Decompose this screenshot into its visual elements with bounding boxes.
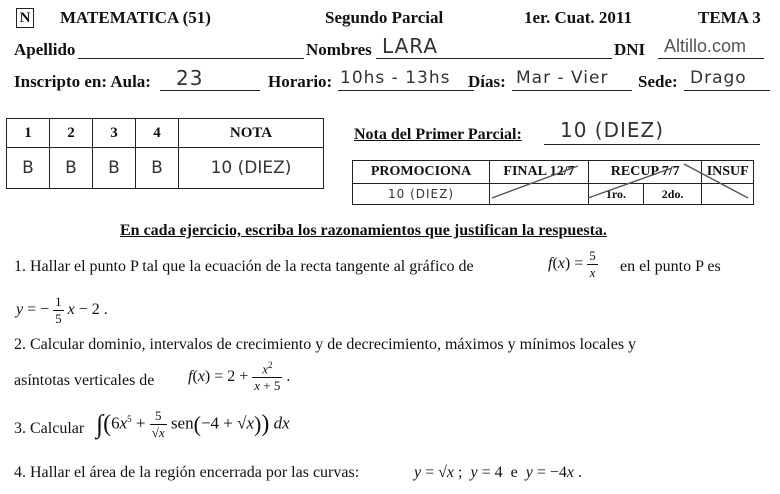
grade-value-3: B (93, 148, 136, 189)
aula-label: Inscripto en: Aula: (14, 72, 151, 91)
q1-text-end: en el punto P es (620, 258, 721, 275)
q2-function: f(x) = 2 + $\frac{x^2}{x + 5}$ . (188, 360, 291, 394)
q3-number: 3. (14, 420, 26, 437)
nombres-label: Nombres (306, 40, 372, 59)
q2-text-line2: asíntotas verticales de (14, 372, 155, 389)
q3-text: Calcular (30, 420, 85, 437)
grade-value-2: B (50, 148, 93, 189)
q1-function: f(x) = $\frac{5}{x}$ (548, 248, 596, 280)
q3-integral: $\int(6x^5$ + $\frac{5}{√x}$ sen(−4 + √x)) dx (96, 408, 290, 440)
first-partial-label: Nota del Primer Parcial: (354, 126, 522, 143)
dni-value: Altillo.com (664, 36, 747, 56)
horario-value: 10hs - 13hs (340, 68, 451, 88)
sede-label: Sede: (638, 72, 678, 91)
dni-label: DNI (614, 40, 646, 59)
question-4 (14, 464, 359, 482)
sede-value: Drago (690, 68, 747, 88)
horario-line (338, 90, 474, 91)
grade-value-nota: 10 (DIEZ) (179, 148, 324, 189)
aula-line (160, 90, 260, 91)
exam-theme: TEMA 3 (698, 8, 761, 27)
q4-curves: y = √x ; y = 4 e y = −4x . (414, 464, 582, 481)
grade-header-1: 1 (7, 119, 50, 148)
dias-value: Mar - Vier (516, 68, 609, 88)
q1-text: Hallar el punto P tal que la ecuación de la recta tangente al gráfico de (30, 258, 474, 275)
q1-number: 1. (14, 258, 26, 275)
q2-number: 2. (14, 336, 26, 353)
q2-text: Calcular dominio, intervalos de crecimiento y de decrecimiento, máximos y mínimos locales y (30, 336, 637, 353)
question-3 (14, 420, 84, 438)
grade-header-3: 3 (93, 119, 136, 148)
instruction-text: En cada ejercicio, escriba los razonamientos que justifican la respuesta. (120, 222, 607, 239)
promo-header-recup: RECUP 7/7 (589, 161, 702, 184)
grades-table (6, 118, 324, 189)
grade-value-4: B (136, 148, 179, 189)
promo-header-insuf: INSUF (702, 161, 754, 184)
q4-number: 4. (14, 464, 26, 481)
nombres-line (376, 58, 612, 59)
promo-value: 10 (DIEZ) (353, 184, 490, 205)
apellido-label: Apellido (14, 40, 76, 59)
sede-line (684, 90, 770, 91)
question-1 (14, 258, 474, 276)
nombres-value: LARA (382, 34, 439, 58)
exam-term: 1er. Cuat. 2011 (524, 8, 632, 27)
grade-value-1: B (7, 148, 50, 189)
dias-label: Días: (468, 72, 506, 91)
tema-letter-box: N (16, 8, 34, 28)
recup-sub-1ro: 1ro. (589, 184, 644, 205)
promo-header-final: FINAL 12/7 (490, 161, 589, 184)
grade-header-2: 2 (50, 119, 93, 148)
apellido-line (78, 58, 304, 59)
first-partial-value: 10 (DIEZ) (560, 118, 665, 142)
q1-tangent-line: y = − $\frac{1}{5}$ x − 2 . (16, 294, 108, 326)
aula-value: 23 (176, 66, 204, 90)
question-2 (14, 336, 636, 354)
course-name: MATEMATICA (51) (60, 8, 211, 27)
promo-crossout-marks (352, 160, 754, 202)
grade-header-4: 4 (136, 119, 179, 148)
exam-name: Segundo Parcial (325, 8, 444, 27)
first-partial-line (544, 144, 760, 145)
grade-header-nota: NOTA (179, 119, 324, 148)
dni-line (658, 58, 764, 59)
dias-line (512, 90, 632, 91)
promo-header-promociona: PROMOCIONA (353, 161, 490, 184)
horario-label: Horario: (268, 72, 333, 91)
recup-sub-2do: 2do. (643, 184, 702, 205)
q4-text: Hallar el área de la región encerrada por las curvas: (30, 464, 360, 481)
